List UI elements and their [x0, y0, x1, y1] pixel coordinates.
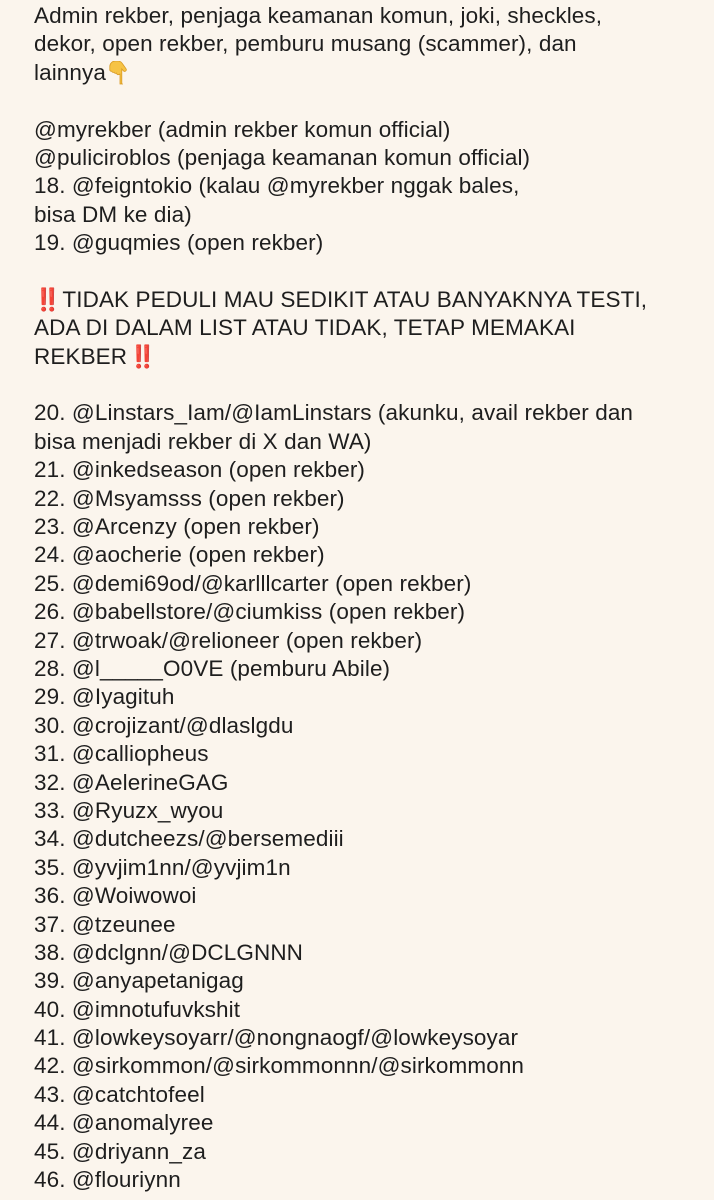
list-item: 40. @imnotufuvkshit	[34, 996, 241, 1022]
official-line: bisa DM ke dia)	[34, 201, 192, 227]
list-item: 38. @dclgnn/@DCLGNNN	[34, 939, 304, 965]
list-item: 32. @AelerineGAG	[34, 769, 229, 795]
rekber-list	[34, 399, 706, 1194]
list-item: 31. @calliopheus	[34, 741, 209, 767]
list-item: 23. @Arcenzy (open rekber)	[34, 514, 320, 540]
intro-line: dekor, open rekber, pemburu musang (scammer), dan	[34, 31, 577, 57]
spacer	[34, 258, 706, 286]
warning-line	[34, 286, 706, 314]
list-item: 35. @yvjim1nn/@yvjim1n	[34, 854, 291, 880]
official-line: 19. @guqmies (open rekber)	[34, 230, 324, 256]
list-item: 41. @lowkeysoyarr/@nongnaogf/@lowkeysoyar	[34, 1025, 519, 1051]
official-line: @puliciroblos (penjaga keamanan komun official)	[34, 144, 531, 170]
list-item: 29. @Iyagituh	[34, 684, 175, 710]
spacer	[34, 87, 706, 115]
warning-line: ADA DI DALAM LIST ATAU TIDAK, TETAP MEMAKAI	[34, 315, 576, 341]
list-item: 36. @Woiwowoi	[34, 883, 197, 909]
official-line: @myrekber (admin rekber komun official)	[34, 116, 451, 142]
list-item: 46. @flouriynn	[34, 1167, 181, 1193]
list-item: 25. @demi69od/@karlllcarter (open rekber)	[34, 570, 472, 596]
double-exclamation-icon: ‼️	[34, 286, 59, 312]
list-item: 43. @catchtofeel	[34, 1081, 205, 1107]
spacer	[34, 371, 706, 399]
list-item: 28. @l_____O0VE (pemburu Abile)	[34, 655, 391, 681]
list-item: 44. @anomalyree	[34, 1110, 214, 1136]
intro-line: lainnya	[34, 59, 107, 85]
list-item: 30. @crojizant/@dlaslgdu	[34, 712, 294, 738]
pointing-down-hand-icon	[108, 61, 130, 85]
intro-line: Admin rekber, penjaga keamanan komun, joki, sheckles,	[34, 3, 603, 28]
double-exclamation-icon: ‼️	[129, 343, 154, 369]
list-item: 21. @inkedseason (open rekber)	[34, 457, 366, 483]
list-item: 26. @babellstore/@ciumkiss (open rekber)	[34, 599, 466, 625]
list-item: 27. @trwoak/@relioneer (open rekber)	[34, 627, 423, 653]
list-item: 34. @dutcheezs/@bersemediii	[34, 826, 344, 852]
list-item: 45. @driyann_za	[34, 1138, 206, 1164]
list-item: 20. @Linstars_Iam/@IamLinstars (akunku, avail rekber dan	[34, 400, 634, 426]
warning-line	[34, 343, 706, 371]
list-item: 22. @Msyamsss (open rekber)	[34, 485, 345, 511]
warning-text: TIDAK PEDULI MAU SEDIKIT ATAU BANYAKNYA TESTI,	[62, 286, 648, 312]
list-item: 39. @anyapetanigag	[34, 968, 244, 994]
intro-line-with-emoji	[34, 59, 706, 87]
note-text-body[interactable]	[34, 0, 706, 1194]
list-item: bisa menjadi rekber di X dan WA)	[34, 428, 372, 454]
list-item: 24. @aocherie (open rekber)	[34, 542, 325, 568]
list-item: 42. @sirkommon/@sirkommonnn/@sirkommonn	[34, 1053, 525, 1079]
list-item: 33. @Ryuzx_wyou	[34, 797, 224, 823]
list-item: 37. @tzeunee	[34, 911, 176, 937]
warning-text: REKBER	[34, 343, 128, 369]
official-line: 18. @feigntokio (kalau @myrekber nggak bales,	[34, 173, 520, 199]
